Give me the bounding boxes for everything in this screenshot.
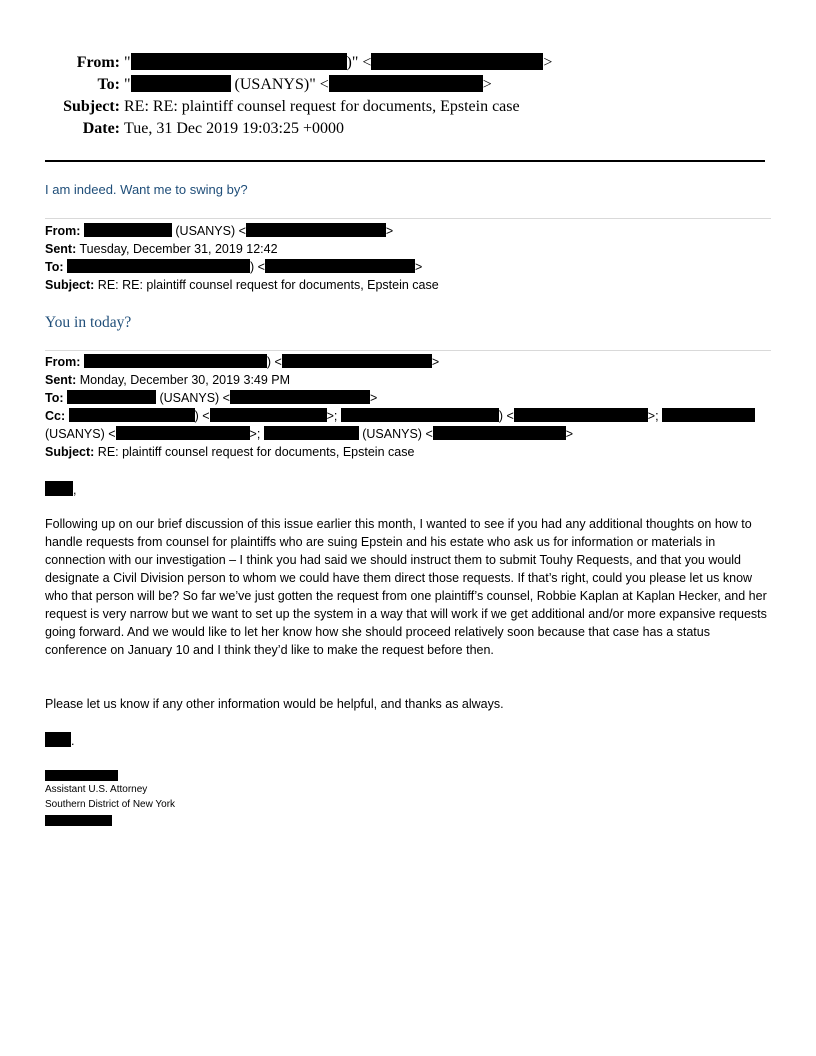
header-to-mid: (USANYS)" < bbox=[230, 76, 329, 93]
message2-from-line bbox=[45, 222, 439, 240]
header-to-quote: " bbox=[124, 76, 131, 93]
header-date-label: Date: bbox=[82, 120, 120, 137]
message2-to-label: To: bbox=[45, 260, 64, 274]
header-from-line bbox=[0, 52, 552, 74]
message3-from-close: > bbox=[431, 355, 440, 369]
redaction-block bbox=[341, 408, 499, 422]
message3-cc-line bbox=[45, 407, 755, 425]
message3-from-mid: ) < bbox=[266, 355, 282, 369]
redaction-block bbox=[264, 426, 359, 440]
redaction-block bbox=[69, 408, 195, 422]
header-divider bbox=[45, 160, 765, 162]
message2-to-mid: ) < bbox=[250, 260, 265, 274]
reply-text: I am indeed. Want me to swing by? bbox=[45, 182, 248, 197]
redaction-block bbox=[329, 75, 483, 92]
message3-to-mid: (USANYS) < bbox=[156, 391, 230, 405]
header-date: Tue, 31 Dec 2019 19:03:25 +0000 bbox=[124, 120, 344, 137]
redaction-block bbox=[265, 259, 415, 273]
header-to-label: To: bbox=[97, 76, 120, 93]
message3-sent-line bbox=[45, 371, 755, 389]
message3-paragraph-1: Following up on our brief discussion of this issue earlier this month, I wanted to see if you had any additional thoughts on how to handle requests from counsel for plaintiffs who are suing Epstein and his estate who ask us for information or materials in connection with our investigation – I think you had said we should instruct them to submit Touhy Requests, and that you would designate a Civil Division person to whom we could have them direct those requests. If that’s right, could you please let us know who that person will be? So far we’ve just gotten the request from one plaintiff’s counsel, Robbie Kaplan at Kaplan Hecker, and her request is very narrow but we want to set up the system in a way that will work if we get additional and/or more expansive requests going forward. And we would like to let her know how she should proceed relatively soon because that case has a status conference on January 10 and I think they’d like to make the request before then. bbox=[45, 517, 767, 657]
message3-subject: RE: plaintiff counsel request for documents, Epstein case bbox=[97, 445, 415, 459]
redaction-block bbox=[371, 53, 543, 70]
redaction-block bbox=[45, 815, 112, 826]
header-subject: RE: RE: plaintiff counsel request for documents, Epstein case bbox=[124, 98, 520, 115]
header-from-label: From: bbox=[76, 54, 120, 71]
redaction-block bbox=[433, 426, 566, 440]
message2-header bbox=[45, 222, 439, 294]
signature-office: Southern District of New York bbox=[45, 799, 176, 810]
redaction-block bbox=[116, 426, 250, 440]
header-from-mid: )" < bbox=[346, 54, 372, 71]
message2-subject-line bbox=[45, 276, 439, 294]
redaction-block bbox=[45, 770, 118, 781]
header-date-line bbox=[0, 118, 344, 140]
message2-sent: Tuesday, December 31, 2019 12:42 bbox=[79, 242, 278, 256]
redaction-block bbox=[45, 481, 73, 496]
message3-from-line bbox=[45, 353, 755, 371]
message2-body: You in today? bbox=[45, 314, 132, 331]
message3-to-label: To: bbox=[45, 391, 64, 405]
message-separator bbox=[45, 218, 771, 219]
message3-subject-label: Subject: bbox=[45, 445, 95, 459]
redaction-block bbox=[514, 408, 648, 422]
message-separator bbox=[45, 350, 771, 351]
header-subject-line bbox=[0, 96, 520, 118]
redaction-block bbox=[246, 223, 386, 237]
message3-cc-label: Cc: bbox=[45, 409, 66, 423]
message3-sent-label: Sent: bbox=[45, 373, 77, 387]
message2-from-close: > bbox=[385, 224, 394, 238]
message3-header bbox=[45, 353, 755, 461]
redaction-block bbox=[67, 390, 156, 404]
message3-paragraph-2: Please let us know if any other information would be helpful, and thanks as always. bbox=[45, 697, 504, 711]
message3-cc-sep: > bbox=[565, 427, 574, 441]
message2-from-label: From: bbox=[45, 224, 81, 238]
message3-signoff bbox=[45, 732, 74, 750]
message2-to-close: > bbox=[414, 260, 423, 274]
message3-cc-sep: ) < bbox=[194, 409, 210, 423]
redaction-block bbox=[84, 223, 172, 237]
message2-subject: RE: RE: plaintiff counsel request for documents, Epstein case bbox=[97, 278, 439, 292]
message3-cc-sep: >; bbox=[249, 427, 264, 441]
redaction-block bbox=[210, 408, 327, 422]
message3-subject-line bbox=[45, 443, 755, 461]
message3-cc-sep: >; bbox=[326, 409, 341, 423]
redaction-block bbox=[662, 408, 755, 422]
redaction-block bbox=[131, 53, 347, 70]
message3-cc-line-2 bbox=[45, 425, 755, 443]
message3-cc-sep: ) < bbox=[498, 409, 514, 423]
message2-from-mid: (USANYS) < bbox=[171, 224, 246, 238]
redaction-block bbox=[45, 732, 71, 747]
header-to-line bbox=[0, 74, 492, 96]
signature-title: Assistant U.S. Attorney bbox=[45, 784, 148, 795]
redaction-block bbox=[84, 354, 267, 368]
message3-cc-sep: (USANYS) < bbox=[45, 427, 116, 441]
message3-to-line bbox=[45, 389, 755, 407]
redaction-block bbox=[67, 259, 250, 273]
message2-sent-label: Sent: bbox=[45, 242, 77, 256]
header-subject-label: Subject: bbox=[63, 98, 120, 115]
header-to-close: > bbox=[482, 76, 492, 93]
message3-sent: Monday, December 30, 2019 3:49 PM bbox=[79, 373, 291, 387]
header-from-close: > bbox=[543, 54, 553, 71]
message3-signoff-suffix: . bbox=[71, 734, 75, 748]
message2-subject-label: Subject: bbox=[45, 278, 95, 292]
message3-from-label: From: bbox=[45, 355, 81, 369]
redaction-block bbox=[131, 75, 231, 92]
message3-to-close: > bbox=[369, 391, 378, 405]
signature-block bbox=[45, 782, 175, 812]
header-from-quote: " bbox=[124, 54, 131, 71]
message3-greeting-suffix: , bbox=[73, 483, 77, 497]
message3-greeting bbox=[45, 481, 76, 499]
message3-cc-sep: (USANYS) < bbox=[358, 427, 433, 441]
message3-cc-sep: >; bbox=[647, 409, 663, 423]
redaction-block bbox=[230, 390, 370, 404]
message2-to-line bbox=[45, 258, 439, 276]
redaction-block bbox=[282, 354, 432, 368]
message2-sent-line bbox=[45, 240, 439, 258]
